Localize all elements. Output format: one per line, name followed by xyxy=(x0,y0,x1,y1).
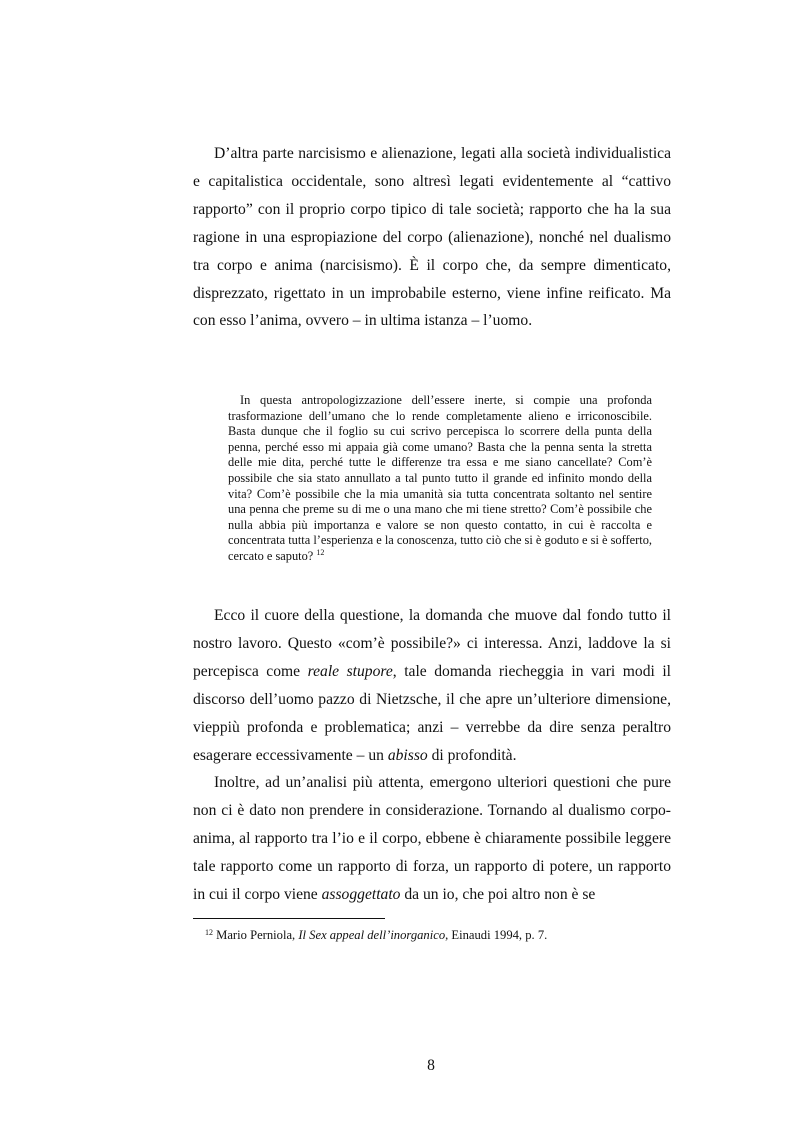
footnote-number: 12 xyxy=(205,928,213,937)
emphasis-text: assoggettato xyxy=(321,885,401,903)
paragraph-text: di profondità. xyxy=(427,746,517,764)
footnote xyxy=(205,927,547,943)
footnote-author: Mario Perniola, xyxy=(213,928,299,942)
paragraph-dualism xyxy=(193,769,671,909)
emphasis-text: abisso xyxy=(387,746,428,764)
page-number: 8 xyxy=(427,1057,435,1074)
paragraph-text: , tale domanda riecheggia in vari modi il discorso dell’uomo pazzo di Nietzsche, il che apre un’ulteriore dimensione, vieppiù profonda e problematica; anzi – verrebbe da dire senza peraltro esagerare eccessivamente – un xyxy=(193,662,672,764)
paragraph-question xyxy=(193,602,671,769)
footnote-citation: , Einaudi 1994, p. 7. xyxy=(445,928,548,942)
paragraph-narcissism-alienation: D’altra parte narcisismo e alienazione, legati alla società individualistica e capitalistica occidentale, sono altresì legati evidentemente al “cattivo rapporto” con il proprio corpo tipico di tale società; rapporto che ha la sua ragione in una espropiazione del corpo (alienazione), nonché nel dualismo tra corpo e anima (narcisismo). È il corpo che, da sempre dimenticato, disprezzato, rigettato in un improbabile esterno, viene infine reificato. Ma con esso l’anima, ovvero – in ultima istanza – l’uomo. xyxy=(193,145,671,330)
block-quotation xyxy=(228,393,652,565)
emphasis-text: reale stupore xyxy=(307,662,393,680)
footnote-separator xyxy=(193,918,385,919)
footnote-title: Il Sex appeal dell’inorganico xyxy=(298,928,446,942)
paragraph-text: Ecco il cuore della questione, la domanda che muove dal fondo tutto il nostro lavoro. Questo «com’è possibile?» ci interessa. Anzi, laddove la si percepisca come xyxy=(193,607,671,680)
paragraph-text: Inoltre, ad un’analisi più attenta, emergono ulteriori questioni che pure non ci è dato non prendere in considerazione. Tornando al dualismo corpo-anima, al rapporto tra l’io e il corpo, ebbene è chiaramente possibile leggere tale rapporto come un rapporto di forza, un rapporto di potere, un rapporto in cui il corpo viene xyxy=(193,774,671,903)
paragraph-text: da un io, che poi altro non è se xyxy=(400,885,596,903)
quotation-text: In questa antropologizzazione dell’essere inerte, si compie una profonda trasformazione dell’umano che lo rende completamente alieno e irriconoscibile. Basta dunque che il foglio su cui scrivo percepisca lo scorrere della punta della penna, perché esso mi appaia già come umano? Basta che la penna senta la stretta delle mie dita, perché tutte le differenze tra essa e me siano cancellate? Com’è possibile che sia stato annullato a tal punto tutto il grande ed infinito mondo della vita? Com’è possibile che la mia umanità sia tutta concentrata soltanto nel sentire una penna che preme su di me o una mano che mi tiene stretto? Com’è possibile che nulla abbia più importanza e valore se non questo contatto, in cui è raccolta e concentrata tutta l’esperienza e la conoscenza, tutto ciò che si è goduto e si è sofferto, cercato e saputo? xyxy=(228,393,652,563)
footnote-reference[interactable]: 12 xyxy=(316,547,325,557)
